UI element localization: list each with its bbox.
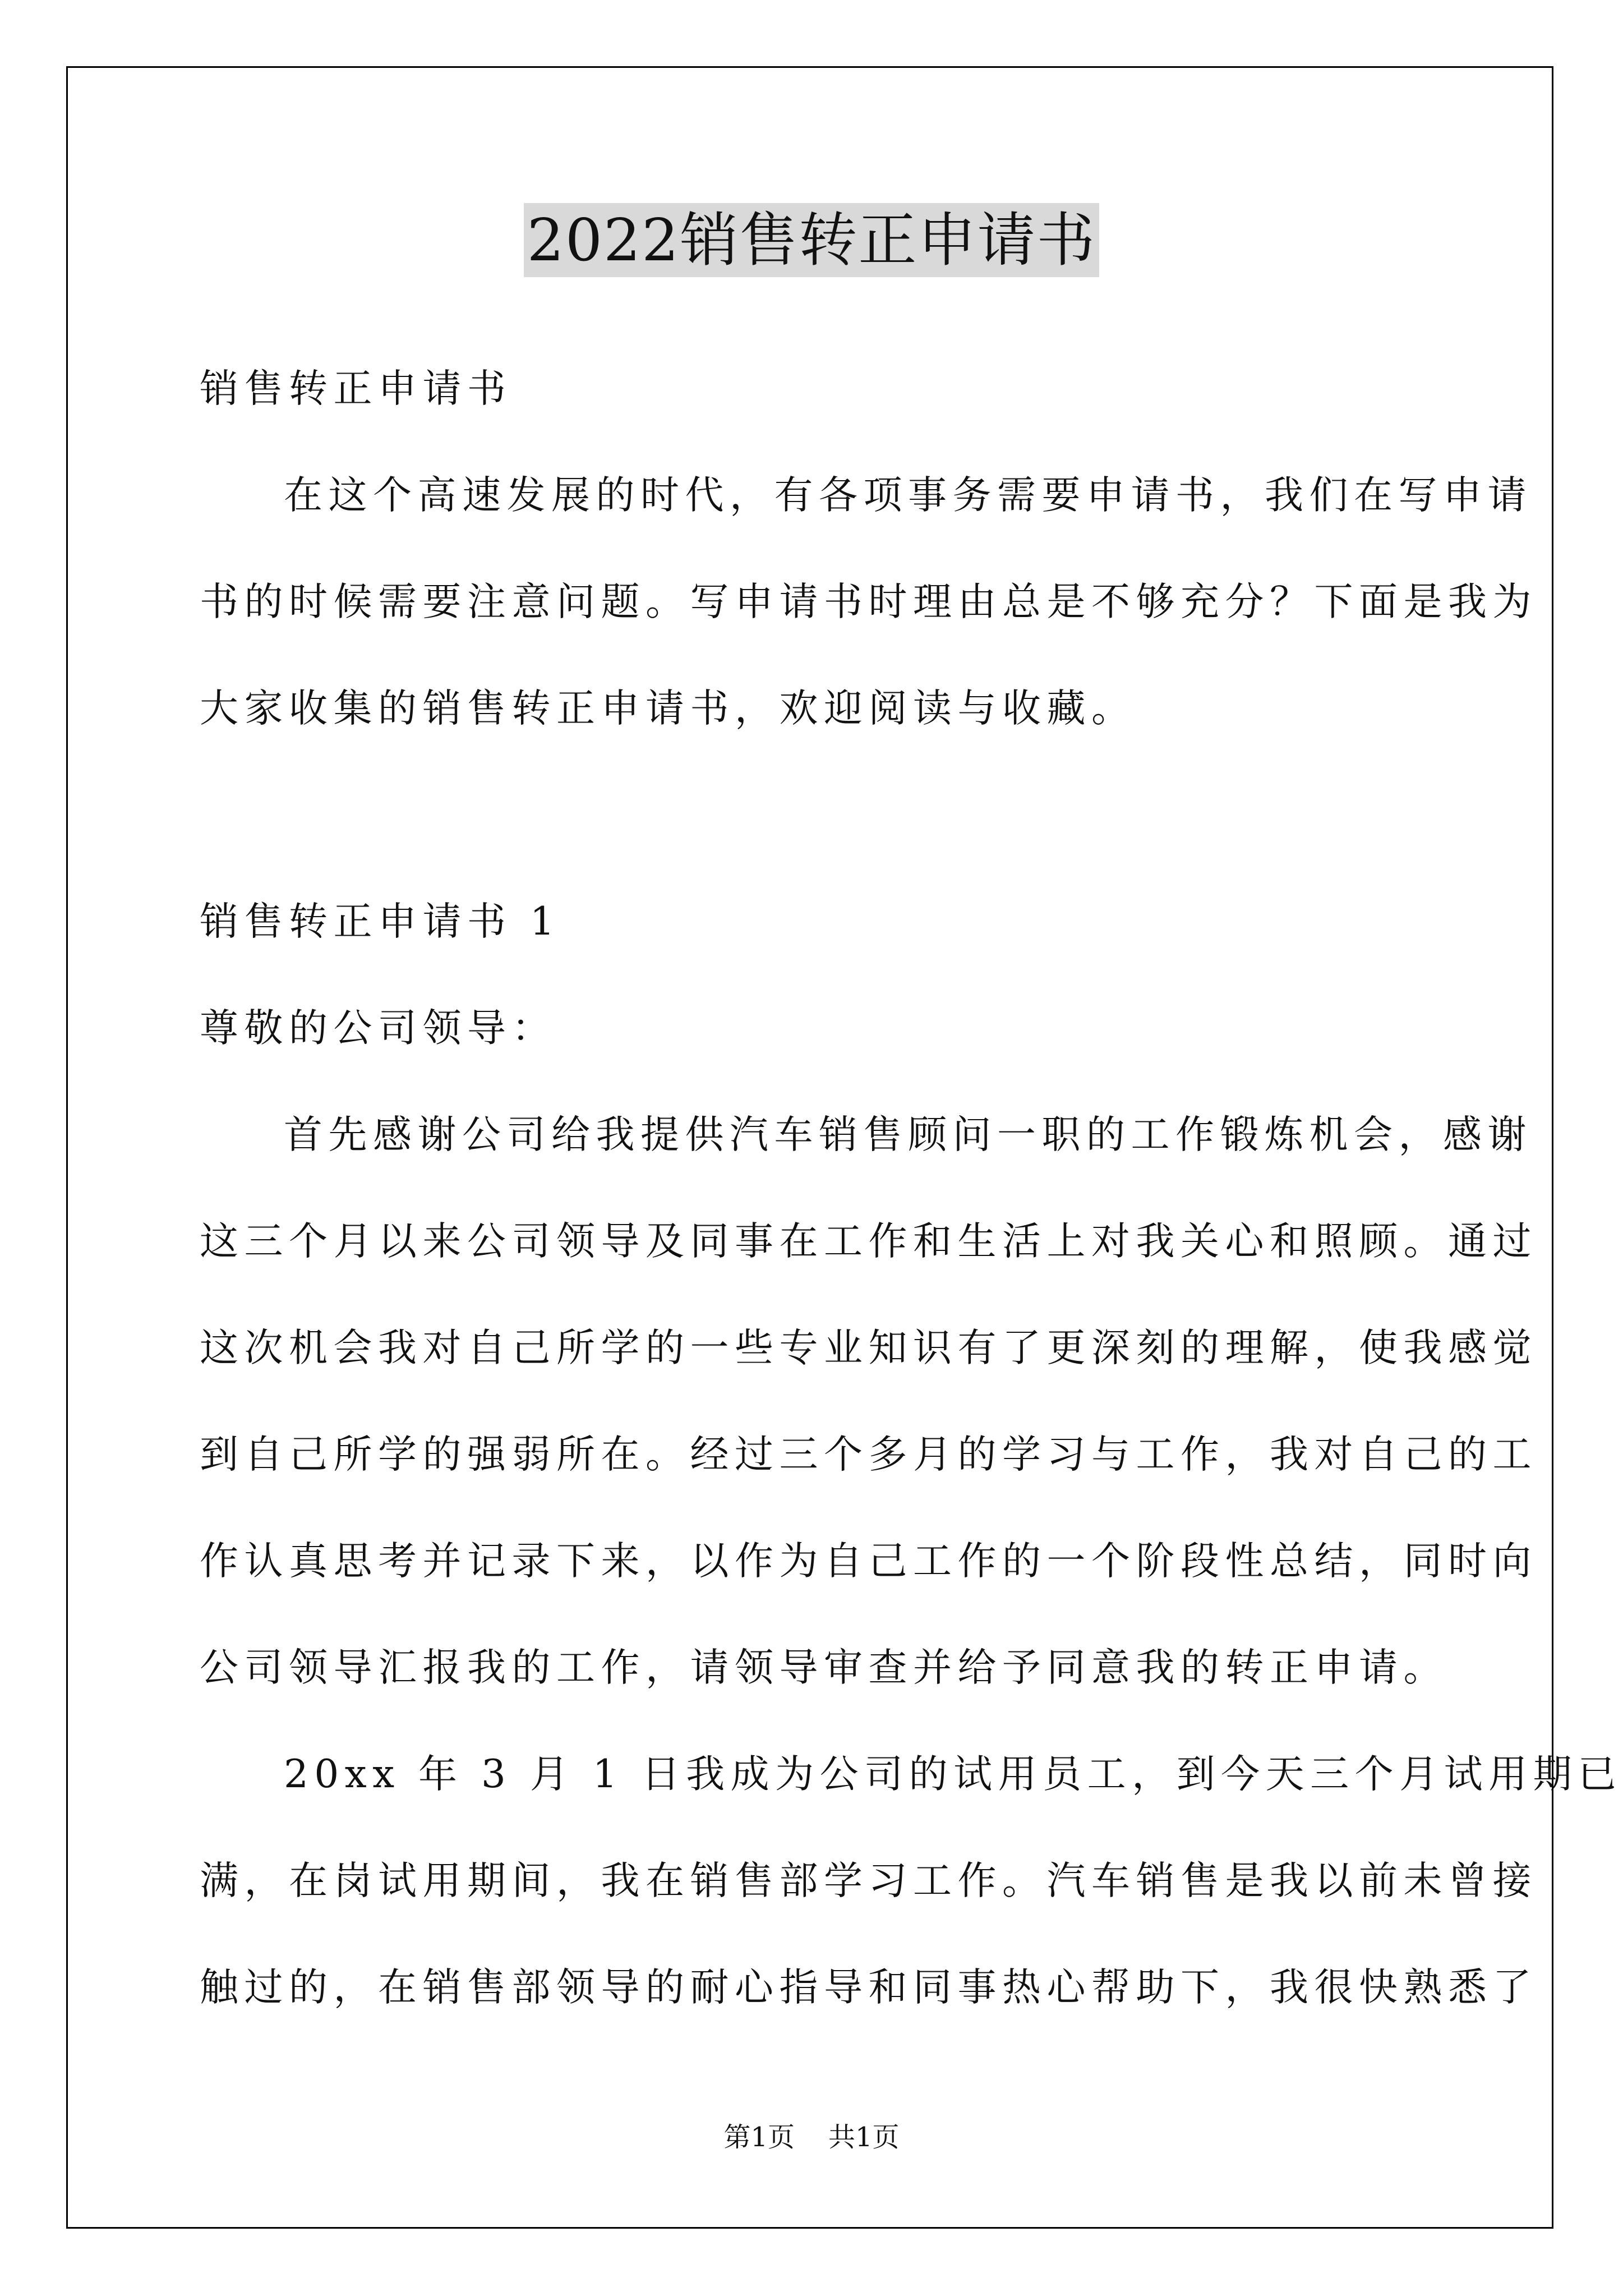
- text-line: 触过的，在销售部领导的耐心指导和同事热心帮助下，我很快熟悉了: [200, 1965, 1537, 2010]
- page-footer: [0, 2120, 1623, 2154]
- text-line: 公司领导汇报我的工作，请领导审查并给予同意我的转正申请。: [200, 1645, 1448, 1690]
- text-line: 销售转正申请书 1: [200, 899, 561, 944]
- text-line: 尊敬的公司领导：: [200, 1006, 556, 1051]
- title-container: [0, 203, 1623, 277]
- text-line: 到自己所学的强弱所在。经过三个多月的学习与工作，我对自己的工: [200, 1432, 1537, 1477]
- document-title: 2022销售转正申请书: [524, 203, 1100, 277]
- text-line: 大家收集的销售转正申请书，欢迎阅读与收藏。: [200, 686, 1136, 731]
- text-line: 首先感谢公司给我提供汽车销售顾问一职的工作锻炼机会，感谢: [284, 1112, 1532, 1157]
- text-line: 作认真思考并记录下来，以作为自己工作的一个阶段性总结，同时向: [200, 1539, 1537, 1584]
- blank-line: [200, 762, 1428, 868]
- page-number: 第1页: [723, 2122, 795, 2153]
- text-line: 销售转正申请书: [200, 366, 512, 411]
- text-line: 在这个高速发展的时代，有各项事务需要申请书，我们在写申请: [284, 473, 1532, 518]
- text-line: 书的时候需要注意问题。写申请书时理由总是不够充分？下面是我为: [200, 579, 1537, 624]
- page-total: 共1页: [828, 2122, 900, 2153]
- text-line: 这三个月以来公司领导及同事在工作和生活上对我关心和照顾。通过: [200, 1219, 1537, 1264]
- document-body: [200, 335, 1622, 2041]
- text-line: 这次机会我对自己所学的一些专业知识有了更深刻的理解，使我感觉: [200, 1326, 1537, 1370]
- text-line: 20xx 年 3 月 1 日我成为公司的试用员工，到今天三个月试用期已: [284, 1752, 1622, 1797]
- text-line: 满，在岗试用期间，我在销售部学习工作。汽车销售是我以前未曾接: [200, 1858, 1537, 1903]
